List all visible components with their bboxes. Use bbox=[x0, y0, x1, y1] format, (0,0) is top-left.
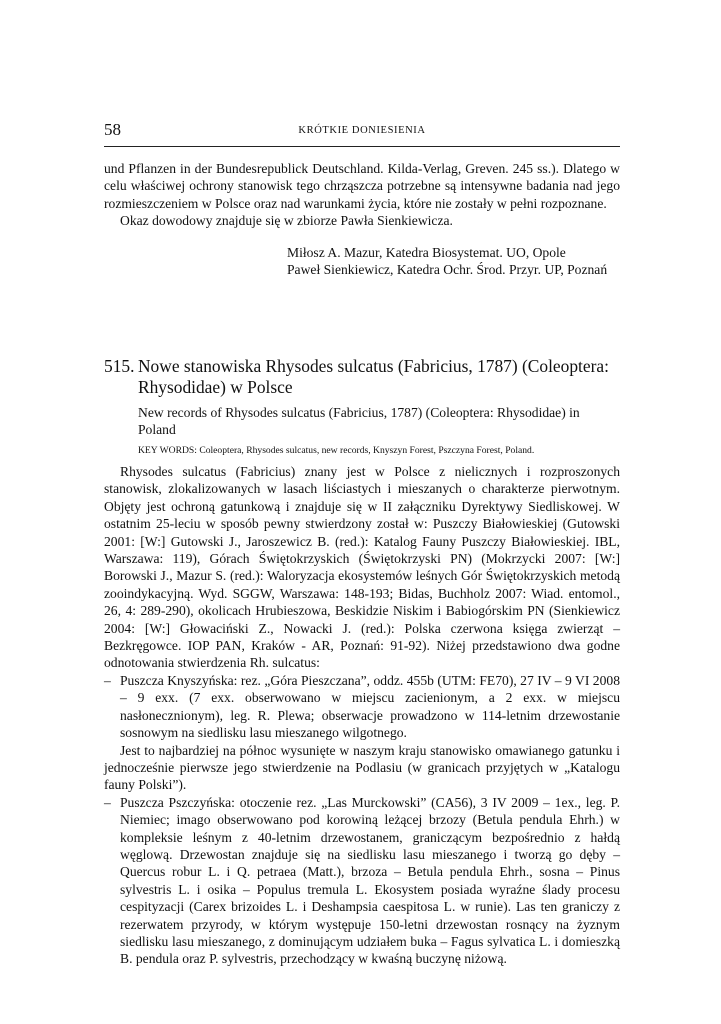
previous-note-ending bbox=[104, 160, 620, 230]
record-text: Puszcza Pszczyńska: otoczenie rez. „Las Murckowski” (CA56), 3 IV 2009 – 1ex., leg. P. Niemiec; imago obserwowano pod korowiną leżącej brzozy (Betula pendula Ehrh.) w kompleksie leśnym z 40-letnim drzewostanem, graniczącym bezpośrednio z hałdą węglową. Drzewostan znajduje się na siedlisku lasu mieszanego i tworzą go dęby – Quercus robur L. i Q. petraea (Matt.), brzoza – Betula pendula Ehrh., sosna – Pinus sylvestris L. i osika – Populus tremula L. Ekosystem posiada wyraźne ślady procesu cespityzacji (Carex brizoides L. i Deshampsia caespitosa L. w runie). Las ten graniczy z rezerwatem przyrody, w którym występuje 150-letni drzewostan rosnący na żyznym siedlisku lasu mieszanego, z dominującym udziałem buka – Fagus sylvatica L. i domieszką B. pendula oraz P. sylvestris, przechodzący w kwaśną buczynę niżową. bbox=[120, 794, 620, 967]
record-item bbox=[104, 794, 620, 968]
page-number: 58 bbox=[104, 120, 121, 139]
record-text: Puszcza Knyszyńska: rez. „Góra Pieszczana”, oddz. 455b (UTM: FE70), 27 IV – 9 VI 2008 – 9 exx. (7 exx. obserwowano w miejscu zacienionym, a 2 exx. w miejscu nasłonecznionym), leg. R. Plewa; obserwacje prowadzono w 114-letnim drzewostanie sosnowym na siedlisku lasu mieszanego wilgotnego. bbox=[120, 672, 620, 741]
voucher-note: Okaz dowodowy znajduje się w zbiorze Pawła Sienkiewicza. bbox=[120, 213, 453, 229]
article-body bbox=[104, 463, 620, 968]
key-words bbox=[138, 445, 620, 457]
running-head: KRÓTKIE DONIESIENIA bbox=[298, 125, 426, 136]
article-number: 515. bbox=[104, 356, 135, 376]
record-item bbox=[104, 672, 620, 742]
key-words-list: Coleoptera, Rhysodes sulcatus, new records, Knyszyn Forest, Pszczyna Forest, Poland. bbox=[199, 445, 535, 456]
author-line: Paweł Sienkiewicz, Katedra Ochr. Środ. Przyr. UP, Poznań bbox=[287, 262, 608, 277]
body-paragraph: Rhysodes sulcatus (Fabricius) znany jest w Polsce z nielicznych i rozproszonych stanowisk, zlokalizowanych w lasach liściastych i mieszanych o charakterze pierwotnym. Objęty jest ochroną gatunkową i znajduje się w II załączniku Dyrektywy Siedliskowej. W ostatnim 25-leciu w sposób pewny stwierdzony został w: Puszczy Białowieskiej (Gutowski 2001: [W:] Gutowski J., Jaroszewicz B. (red.): Katalog Fauny Puszczy Białowieskiej. IBL, Warszawa: 119), Górach Świętokrzyskich (Świętokrzyski PN) (Mokrzycki 2007: [W:] Borowski J., Mazur S. (red.): Waloryzacja ekosystemów leśnych Gór Świętokrzyskich metodą zooindykacyjną. Wyd. SGGW, Warszawa: 148-193; Bidas, Buchholz 2007: Wiad. entomol., 26, 4: 289-290), okolicach Hrubieszowa, Beskidzie Niskim i Babiogórskim PN (Sienkiewicz 2004: [W:] Głowaciński Z., Nowacki J. (red.): Polska czerwona księga zwierząt – Bezkręgowce. IOP PAN, Kraków - AR, Poznań: 91-92). Niżej przedstawiono dwa godne odnotowania stwierdzenia Rh. sulcatus: bbox=[104, 464, 620, 671]
page-header bbox=[104, 120, 620, 147]
body-paragraph: Jest to najbardziej na północ wysunięte w naszym kraju stanowisko omawianego gatunku i jednocześnie pierwsze jego stwierdzenie na Podlasiu (w granicach przyjętych w „Katalogu fauny Polski”). bbox=[104, 742, 620, 793]
author-signatures bbox=[287, 244, 607, 278]
previous-note-text: und Pflanzen in der Bundesrepublick Deutschland. Kilda-Verlag, Greven. 245 ss.). Dlatego w celu właściwej ochrony stanowisk tego chrząszcza potrzebne są intensywne badania nad jego rozmieszczeniem w Polsce oraz nad warunkami życia, które nie zostały w pełni rozpoznane. bbox=[104, 161, 620, 211]
author-line: Miłosz A. Mazur, Katedra Biosystemat. UO, Opole bbox=[287, 245, 566, 260]
key-words-label: KEY WORDS: bbox=[138, 445, 197, 456]
article-title: Nowe stanowiska Rhysodes sulcatus (Fabricius, 1787) (Coleoptera: Rhysodidae) w Polsce bbox=[138, 356, 609, 397]
list-dash: – bbox=[104, 794, 111, 810]
english-title: New records of Rhysodes sulcatus (Fabricius, 1787) (Coleoptera: Rhysodidae) in Poland bbox=[138, 405, 580, 438]
list-dash: – bbox=[104, 672, 111, 688]
